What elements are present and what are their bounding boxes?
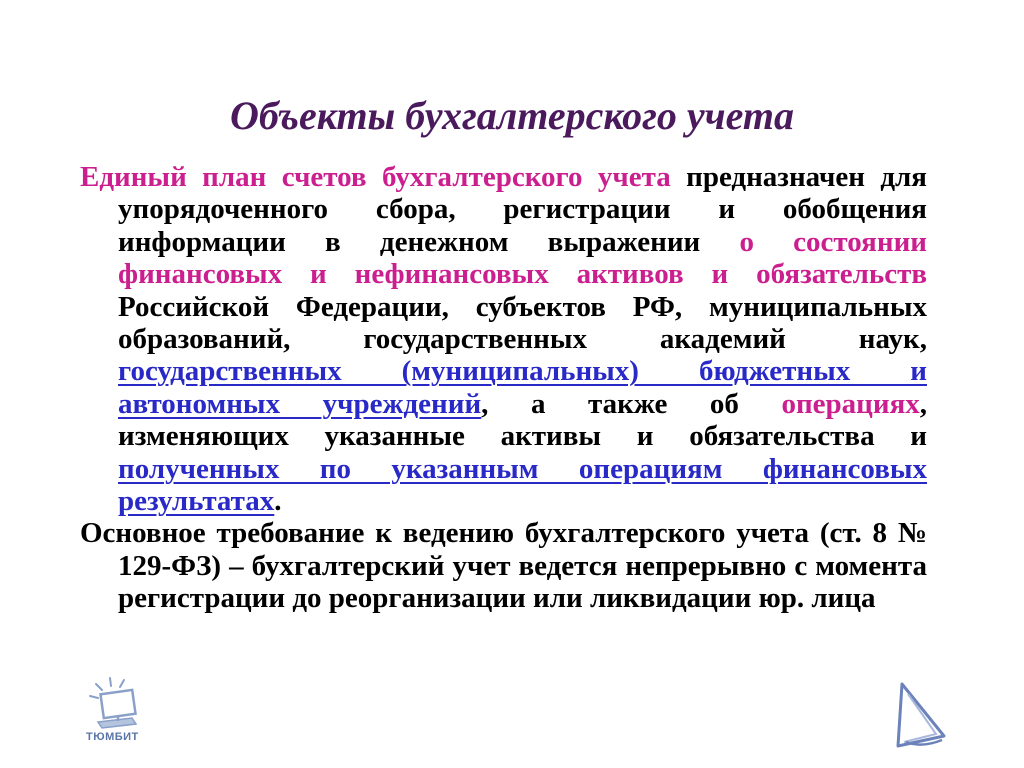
paragraph-basic-requirement: Основное требование к ведению бухгалтерского учета (ст. 8 № 129-ФЗ) – бухгалтерский учет ведется непрерывно с момента регистрации до реорганизации или ликвидации юр. лица	[80, 517, 927, 615]
right-corner-logo	[886, 680, 950, 750]
text-segment: .	[274, 485, 282, 518]
term-chart-of-accounts: Единый план счетов бухгалтерского учета	[80, 161, 671, 193]
text-segment: , изменяющих указанные активы и обязательства и	[118, 387, 928, 453]
tyumbit-logo	[82, 676, 162, 746]
slide-title: Объекты бухгалтерского учета	[230, 93, 794, 138]
slide-body	[80, 161, 927, 615]
triangle-logo-icon	[886, 680, 950, 750]
link-financial-results[interactable]: полученных по указанным операциям финансовых результатах	[118, 452, 927, 518]
text-segment: Российской Федерации, субъектов РФ, муниципальных образований, государственных академий наук,	[118, 290, 927, 356]
term-operations: операциях	[781, 387, 920, 420]
tyumbit-caption: ТЮМБИТ	[86, 731, 139, 743]
text-segment: , а также об	[481, 387, 782, 420]
link-budget-institutions[interactable]: государственных (муниципальных) бюджетных и автономных учреждений	[118, 355, 927, 420]
term-assets-liabilities: о состоянии финансовых и нефинансовых активов и обязательств	[118, 225, 928, 291]
paragraph-chart-of-accounts	[80, 161, 927, 517]
computer-icon	[82, 676, 152, 732]
text-segment: предназначен для упорядоченного сбора, регистрации и обобщения информации в денежном выражении	[118, 161, 927, 258]
